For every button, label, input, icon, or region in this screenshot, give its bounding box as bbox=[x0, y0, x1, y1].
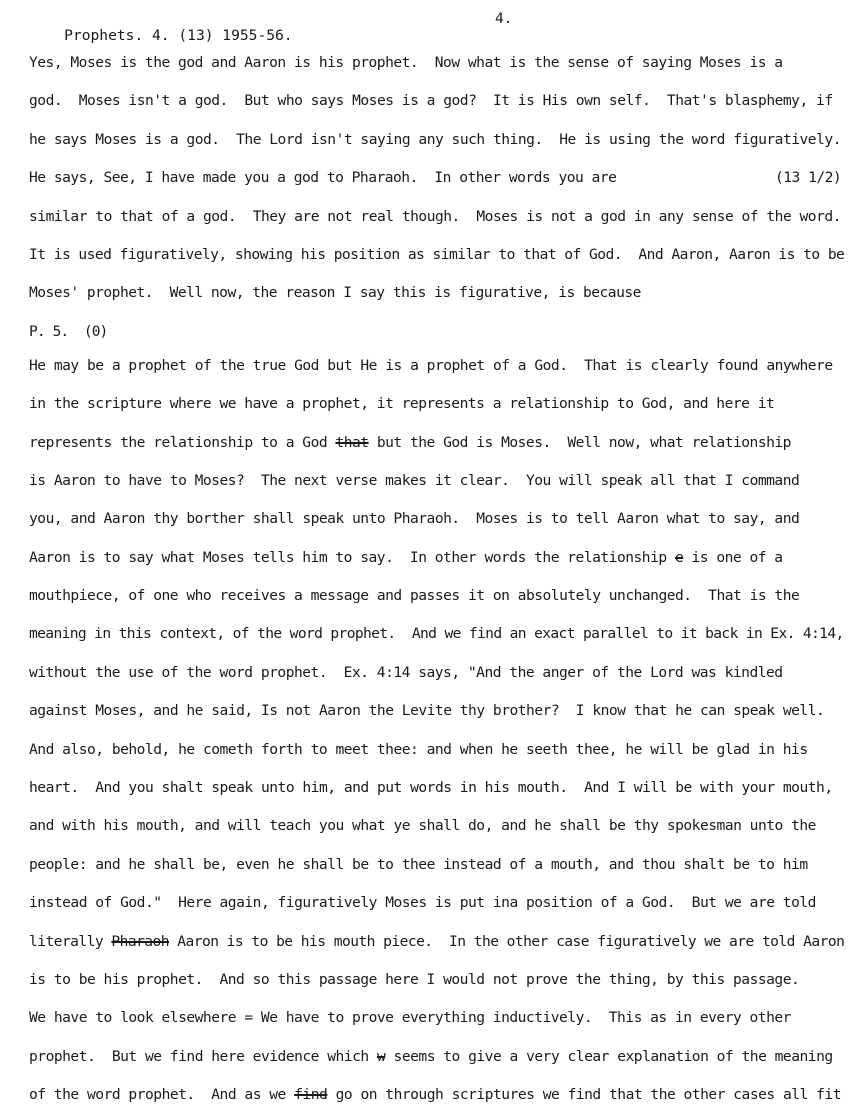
text-line: heart. And you shalt speak unto him, and put words in his mouth. And I will be with your mouth, bbox=[29, 779, 833, 797]
text-line: He says, See, I have made you a god to Pharaoh. In other words you are (13 1/2) bbox=[29, 164, 849, 202]
struck-mark: = bbox=[244, 1009, 253, 1027]
text-line: god. Moses isn't a god. But who says Moses is a god? It is His own self. That's blasphemy, if bbox=[29, 92, 833, 110]
struck-word: find bbox=[294, 1086, 328, 1104]
text-line: and with his mouth, and will teach you what ye shall do, and he shall be thy spokesman unto the bbox=[29, 817, 816, 835]
page-number: 4. bbox=[495, 10, 513, 27]
text-line: Moses' prophet. Well now, the reason I say this is figurative, is because bbox=[29, 284, 641, 302]
text-line: in the scripture where we have a prophet, it represents a relationship to God, and here it bbox=[29, 395, 775, 413]
text-line: meaning in this context, of the word prophet. And we find an exact parallel to it back in Ex. 4:14, bbox=[29, 625, 844, 643]
text-line: prophet. But we find here evidence which w seems to give a very clear explanation of the meaning bbox=[29, 1047, 833, 1065]
text-line: against Moses, and he said, Is not Aaron the Levite thy brother? I know that he can speak well. bbox=[29, 702, 825, 720]
text-line: And also, behold, he cometh forth to meet thee: and when he seeth thee, he will be glad in his bbox=[29, 740, 808, 758]
text-line: of the word prophet. And as we find go on through scriptures we find that the other cases all fit bbox=[29, 1086, 841, 1104]
document-body bbox=[29, 49, 849, 1120]
struck-word: w bbox=[376, 1047, 386, 1065]
text-line: without the use of the word prophet. Ex. 4:14 says, "And the anger of the Lord was kindled bbox=[29, 663, 783, 681]
text-line: is to be his prophet. And so this passage here I would not prove the thing, by this passage. bbox=[29, 970, 800, 988]
struck-word: that bbox=[335, 433, 369, 451]
text-line: people: and he shall be, even he shall be to thee instead of a mouth, and thou shalt be to him bbox=[29, 855, 808, 873]
text-line: represents the relationship to a God that but the God is Moses. Well now, what relationship bbox=[29, 433, 791, 451]
text-line: It is used figuratively, showing his position as similar to that of God. And Aaron, Aaron is to be bbox=[29, 245, 845, 263]
text-line: he says Moses is a god. The Lord isn't saying any such thing. He is using the word figuratively. bbox=[29, 130, 841, 148]
text-line: is Aaron to have to Moses? The next verse makes it clear. You will speak all that I command bbox=[29, 471, 800, 489]
text-line: Yes, Moses is the god and Aaron is his prophet. Now what is the sense of saying Moses is a bbox=[29, 54, 783, 71]
text-line: literally Pharaoh Aaron is to be his mouth piece. In the other case figuratively we are told Aaron bbox=[29, 932, 845, 950]
text-line: similar to that of a god. They are not real though. Moses is not a god in any sense of the word. bbox=[29, 207, 841, 225]
text-line: Aaron is to say what Moses tells him to say. In other words the relationship e is one of a bbox=[29, 548, 783, 566]
text-line: you, and Aaron thy borther shall speak unto Pharaoh. Moses is to tell Aaron what to say, and bbox=[29, 510, 800, 528]
text-line: He may be a prophet of the true God but He is a prophet of a God. That is clearly found anywhere bbox=[29, 356, 833, 374]
struck-word: e bbox=[674, 548, 684, 566]
margin-note: (13 1/2) bbox=[775, 169, 842, 187]
header-title: Prophets. 4. (13) 1955-56. bbox=[64, 27, 293, 44]
text-line: instead of God." Here again, figuratively Moses is put ina position of a God. But we are told bbox=[29, 894, 816, 912]
struck-word: Pharaoh bbox=[111, 932, 170, 950]
section-marker: P. 5. (0) bbox=[29, 322, 108, 340]
text-line: We have to look elsewhere = We have to prove everything inductively. This as in every other bbox=[29, 1009, 791, 1027]
text-line: mouthpiece, of one who receives a message and passes it on absolutely unchanged. That is the bbox=[29, 587, 800, 605]
